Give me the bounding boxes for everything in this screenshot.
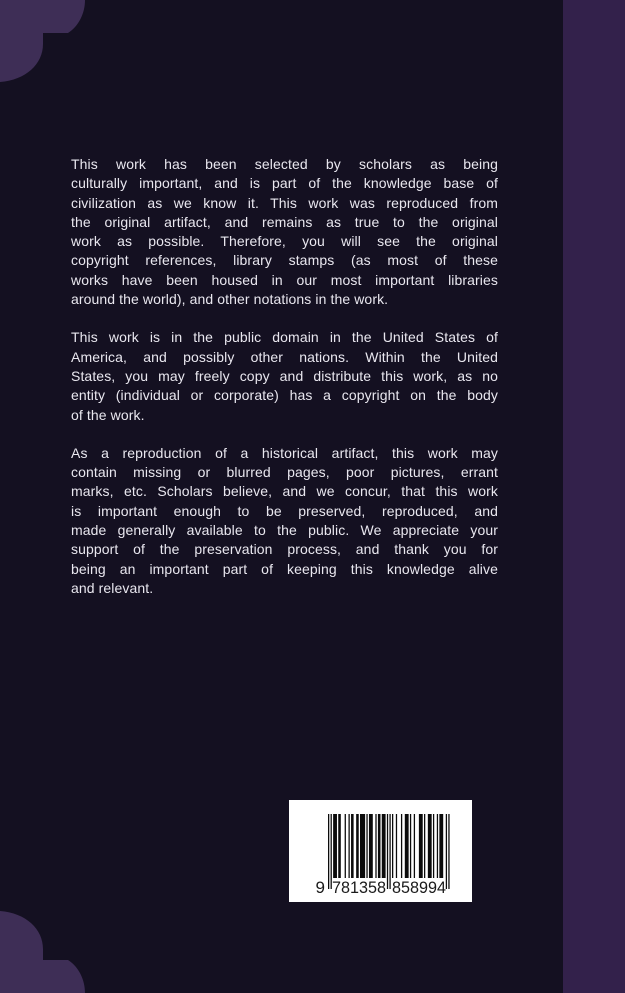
text-line: works have been housed in our most important libraries <box>71 271 498 288</box>
text-line: and relevant. <box>71 579 154 596</box>
text-line: America, and possibly other nations. Within the United <box>71 348 498 365</box>
corner-ornament-bottom-left-icon <box>0 903 90 993</box>
text-line: being an important part of keeping this knowledge alive <box>71 560 498 577</box>
paragraph-1 <box>71 155 498 309</box>
text-line: This work is in the public domain in the United States of <box>71 329 498 346</box>
text-line: copyright references, library stamps (as most of these <box>71 252 498 269</box>
right-accent-band <box>563 0 625 993</box>
barcode-panel <box>289 800 472 902</box>
text-line: civilization as we know it. This work was reproduced from <box>71 194 498 211</box>
text-line: As a reproduction of a historical artifact, this work may <box>71 444 498 461</box>
text-line: marks, etc. Scholars believe, and we concur, that this work <box>71 483 498 500</box>
paragraph-2 <box>71 328 498 424</box>
text-line: around the world), and other notations in the work. <box>71 291 389 308</box>
text-line: This work has been selected by scholars as being <box>71 156 498 172</box>
text-line: the original artifact, and remains as true to the original <box>71 213 498 230</box>
barcode-digits-left: 781358 <box>332 878 386 897</box>
text-line: culturally important, and is part of the knowledge base of <box>71 175 498 192</box>
text-line: of the work. <box>71 406 145 423</box>
text-line: is important enough to be preserved, reproduced, and <box>71 502 498 519</box>
barcode-digits-right: 858994 <box>392 878 446 897</box>
text-line: entity (individual or corporate) has a copyright on the body <box>71 387 498 404</box>
text-line: support of the preservation process, and thank you for <box>71 541 498 558</box>
barcode-digit-prefix: 9 <box>315 878 325 897</box>
text-line: work as possible. Therefore, you will see the original <box>71 233 498 250</box>
text-line: contain missing or blurred pages, poor pictures, errant <box>71 464 498 481</box>
description-text <box>71 155 498 598</box>
text-line: made generally available to the public. We appreciate your <box>71 522 498 539</box>
barcode-svg <box>289 800 472 902</box>
paragraph-3 <box>71 444 498 598</box>
corner-ornament-top-left-icon <box>0 0 90 90</box>
text-line: States, you may freely copy and distribute this work, as no <box>71 367 498 384</box>
